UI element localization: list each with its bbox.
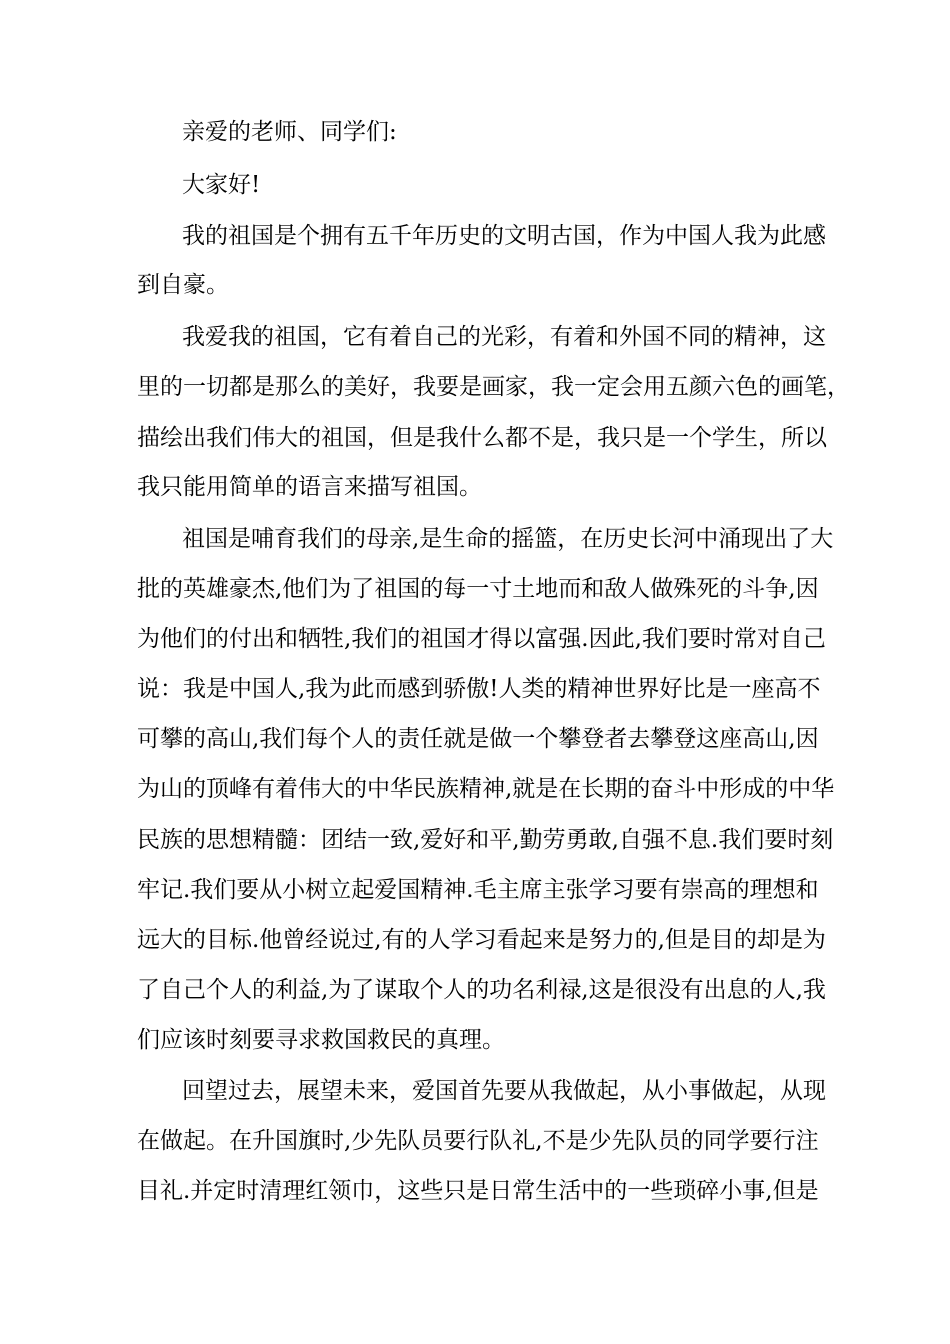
paragraph-line: 我的祖国是个拥有五千年历史的文明古国，作为中国人我为此感 <box>182 223 826 249</box>
paragraph-line: 我爱我的祖国，它有着自己的光彩，有着和外国不同的精神，这 <box>182 324 826 350</box>
paragraph-line: 远大的目标.他曾经说过,有的人学习看起来是努力的,但是目的却是为 <box>137 927 826 953</box>
paragraph-line: 在做起。在升国旗时,少先队员要行队礼,不是少先队员的同学要行注 <box>137 1128 819 1154</box>
paragraph-line: 为山的顶峰有着伟大的中华民族精神,就是在长期的奋斗中形成的中华 <box>137 776 835 802</box>
paragraph-line: 回望过去，展望未来，爱国首先要从我做起，从小事做起，从现 <box>182 1078 826 1104</box>
hello-line: 大家好! <box>182 172 261 198</box>
paragraph-line: 目礼.并定时清理红领巾，这些只是日常生活中的一些琐碎小事,但是 <box>137 1178 819 1204</box>
greeting-line: 亲爱的老师、同学们: <box>182 119 397 145</box>
paragraph-line: 为他们的付出和牺牲,我们的祖国才得以富强.因此,我们要时常对自己 <box>137 626 826 652</box>
paragraph-line: 牢记.我们要从小树立起爱国精神.毛主席主张学习要有崇高的理想和 <box>137 877 819 903</box>
paragraph-line: 批的英雄豪杰,他们为了祖国的每一寸土地而和敌人做殊死的斗争,因 <box>137 576 819 602</box>
paragraph-line: 说：我是中国人,我为此而感到骄傲!人类的精神世界好比是一座高不 <box>137 676 821 702</box>
paragraph-line: 了自己个人的利益,为了谋取个人的功名利禄,这是很没有出息的人,我 <box>137 977 826 1003</box>
paragraph-line: 可攀的高山,我们每个人的责任就是做一个攀登者去攀登这座高山,因 <box>137 726 819 752</box>
paragraph-line: 祖国是哺育我们的母亲,是生命的摇篮，在历史长河中涌现出了大 <box>182 526 834 552</box>
paragraph-line: 里的一切都是那么的美好，我要是画家，我一定会用五颜六色的画笔， <box>137 374 850 400</box>
paragraph-line: 描绘出我们伟大的祖国，但是我什么都不是，我只是一个学生，所以 <box>137 425 827 451</box>
paragraph-line: 我只能用简单的语言来描写祖国。 <box>137 474 482 500</box>
paragraph-line: 民族的思想精髓：团结一致,爱好和平,勤劳勇敢,自强不息.我们要时刻 <box>137 827 834 853</box>
paragraph-line: 们应该时刻要寻求救国救民的真理。 <box>137 1027 505 1053</box>
paragraph-line: 到自豪。 <box>137 272 229 298</box>
